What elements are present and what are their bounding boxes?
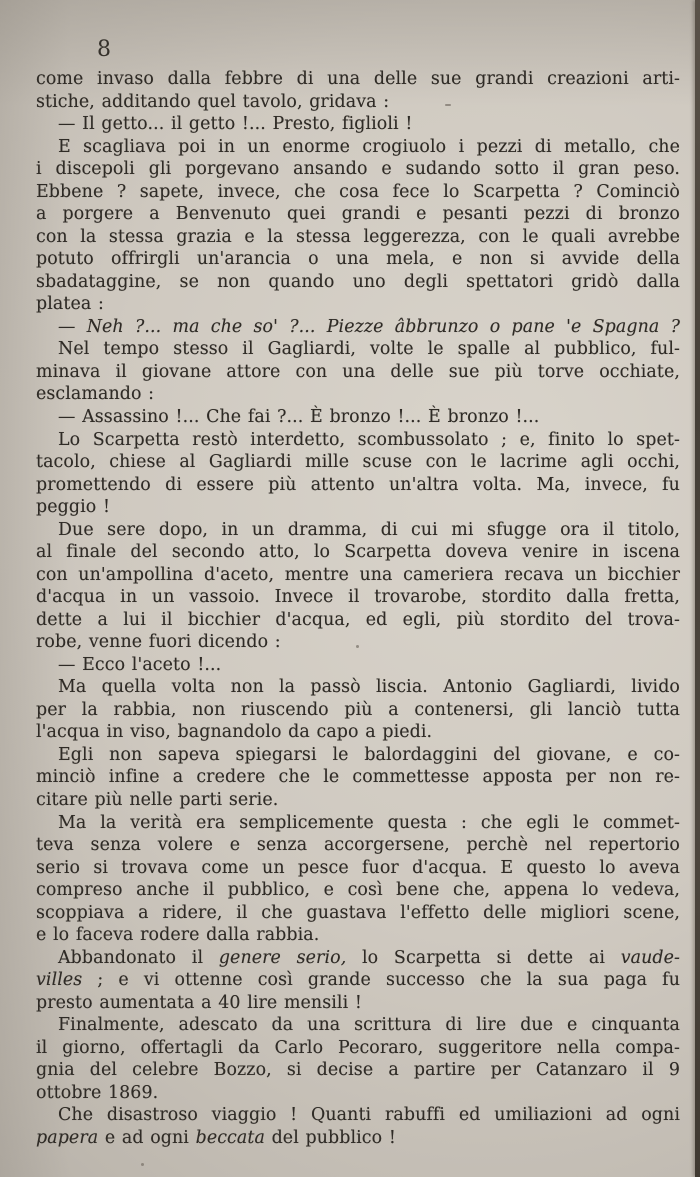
text-segment: l'acqua in viso, bagnandolo da capo a piedi. bbox=[36, 722, 433, 743]
text-line bbox=[36, 474, 680, 497]
text-line bbox=[36, 271, 680, 294]
text-segment: gnia del celebre Bozzo, si decise a partire per Catanzaro il 9 bbox=[36, 1060, 680, 1081]
text-segment: a porgere a Benvenuto quei grandi e pesanti pezzi di bronzo bbox=[36, 204, 680, 225]
text-line bbox=[36, 1082, 680, 1105]
text-segment: — Assassino !... Che fai ?... È bronzo !... È bronzo !... bbox=[58, 406, 540, 427]
text-line bbox=[36, 1127, 680, 1150]
text-segment: e ad ogni bbox=[98, 1127, 196, 1148]
italic-text-segment: vaude- bbox=[620, 947, 680, 968]
text-line bbox=[36, 631, 680, 654]
text-segment: stiche, additando quel tavolo, gridava : bbox=[36, 91, 390, 112]
text-line bbox=[36, 834, 680, 857]
text-segment: minava il giovane attore con una delle sue più torve occhiate, bbox=[36, 361, 680, 382]
text-segment: — Ecco l'aceto !... bbox=[58, 654, 222, 675]
text-segment: il giorno, offertagli da Carlo Pecoraro, suggeritore nella compa- bbox=[36, 1037, 680, 1058]
italic-text-segment: beccata bbox=[195, 1127, 265, 1148]
text-segment: peggio ! bbox=[36, 497, 111, 518]
text-segment: Nel tempo stesso il Gagliardi, volte le spalle al pubblico, ful- bbox=[58, 339, 680, 360]
text-segment: compreso anche il pubblico, e così bene che, appena lo vedeva, bbox=[36, 880, 680, 901]
text-segment: d'acqua in un vassoio. Invece il trovarobe, stordito dalla fretta, bbox=[36, 587, 680, 608]
text-segment: al finale del secondo atto, lo Scarpetta doveva venire in iscena bbox=[36, 542, 680, 563]
text-line bbox=[36, 969, 680, 992]
text-line bbox=[36, 586, 680, 609]
text-segment: sbadataggine, se non quando uno degli spettatori gridò dalla bbox=[36, 271, 680, 292]
text-line bbox=[36, 564, 680, 587]
italic-text-segment: — Neh ?... ma che so' ?... Piezze âbbrunzo o pane 'e Spagna ? bbox=[58, 316, 680, 337]
scan-edge-shadow bbox=[695, 0, 700, 1177]
text-segment: potuto offrirgli un'arancia o una mela, e non si avvide della bbox=[36, 249, 680, 270]
text-line bbox=[36, 136, 680, 159]
text-line bbox=[36, 541, 680, 564]
text-segment: serio si trovava come un pesce fuor d'acqua. E questo lo aveva bbox=[36, 857, 680, 878]
text-segment: lo Scarpetta si dette ai bbox=[346, 947, 621, 968]
text-segment: citare più nelle parti serie. bbox=[36, 790, 279, 810]
text-line bbox=[36, 406, 680, 429]
text-line bbox=[36, 181, 680, 204]
italic-text-segment: villes bbox=[36, 970, 83, 991]
text-line bbox=[36, 1059, 680, 1082]
italic-text-segment: genere serio, bbox=[218, 947, 347, 968]
text-line bbox=[36, 496, 680, 519]
scan-speck bbox=[356, 645, 359, 648]
text-line bbox=[36, 879, 680, 902]
text-segment: ottobre 1869. bbox=[36, 1082, 159, 1103]
text-segment: Ma la verità era semplicemente questa : che egli le commet- bbox=[58, 812, 680, 833]
text-line bbox=[36, 992, 680, 1015]
text-segment: teva senza volere e senza accorgersene, perchè nel repertorio bbox=[36, 835, 680, 856]
text-segment: del pubblico ! bbox=[264, 1127, 396, 1148]
text-segment: minciò infine a credere che le commettesse apposta per non re- bbox=[36, 767, 680, 788]
text-segment: i discepoli gli porgevano ansando e sudando sotto il gran peso. bbox=[36, 159, 680, 180]
text-line bbox=[36, 361, 680, 384]
text-segment: presto aumentata a 40 lire mensili ! bbox=[36, 992, 362, 1013]
text-segment: promettendo di essere più attento un'altra volta. Ma, invece, fu bbox=[36, 474, 680, 495]
text-segment: ; e vi ottenne così grande successo che la sua paga fu bbox=[82, 970, 680, 991]
text-segment: con un'ampollina d'aceto, mentre una cameriera recava un bicchier bbox=[36, 564, 680, 585]
text-line bbox=[36, 91, 680, 114]
text-line bbox=[36, 902, 680, 925]
scan-speck bbox=[141, 1163, 144, 1166]
text-segment: Ebbene ? sapete, invece, che cosa fece lo Scarpetta ? Cominciò bbox=[36, 181, 680, 202]
text-segment: tacolo, chiese al Gagliardi mille scuse con le lacrime agli occhi, bbox=[36, 452, 680, 473]
text-segment: scoppiava a ridere, il che guastava l'effetto delle migliori scene, bbox=[36, 902, 680, 923]
text-line bbox=[36, 744, 680, 767]
text-segment: e lo faceva rodere dalla rabbia. bbox=[36, 925, 320, 946]
text-line bbox=[36, 519, 680, 542]
text-segment: come invaso dalla febbre di una delle sue grandi creazioni arti- bbox=[36, 69, 680, 89]
text-line bbox=[36, 293, 680, 316]
text-segment: Abbandonato il bbox=[58, 947, 219, 968]
text-line bbox=[36, 226, 680, 249]
text-line bbox=[36, 113, 680, 136]
text-line bbox=[36, 654, 680, 677]
text-segment: Egli non sapeva spiegarsi le balordaggini del giovane, e co- bbox=[58, 744, 680, 765]
text-line bbox=[36, 1014, 680, 1037]
text-line bbox=[36, 947, 680, 970]
text-block bbox=[36, 68, 680, 1150]
text-line bbox=[36, 1037, 680, 1060]
text-line bbox=[36, 248, 680, 271]
text-line bbox=[36, 338, 680, 361]
text-line bbox=[36, 721, 680, 744]
text-segment: Finalmente, adescato da una scrittura di lire due e cinquanta bbox=[58, 1015, 680, 1036]
scan-speck bbox=[445, 104, 451, 106]
text-line bbox=[36, 676, 680, 699]
text-line bbox=[36, 1104, 680, 1127]
text-line bbox=[36, 68, 680, 91]
text-line bbox=[36, 789, 680, 812]
text-segment: dette a lui il bicchier d'acqua, ed egli, più stordito del trova- bbox=[36, 609, 680, 630]
text-segment: Lo Scarpetta restò interdetto, scombussolato ; e, finito lo spet- bbox=[58, 429, 680, 450]
text-segment: esclamando : bbox=[36, 384, 155, 405]
text-segment: robe, venne fuori dicendo : bbox=[36, 632, 281, 653]
text-segment: Due sere dopo, in un dramma, di cui mi sfugge ora il titolo, bbox=[58, 519, 680, 540]
text-line bbox=[36, 699, 680, 722]
text-line bbox=[36, 812, 680, 835]
text-segment: — Il getto... il getto !... Presto, figlioli ! bbox=[58, 114, 413, 135]
text-segment: per la rabbia, non riuscendo più a contenersi, gli lanciò tutta bbox=[36, 699, 680, 720]
page-number: 8 bbox=[97, 37, 111, 62]
text-segment: E scagliava poi in un enorme crogiuolo i pezzi di metallo, che bbox=[58, 136, 680, 157]
text-line bbox=[36, 451, 680, 474]
text-segment: con la stessa grazia e la stessa leggerezza, con le quali avrebbe bbox=[36, 226, 680, 247]
text-line bbox=[36, 316, 680, 339]
italic-text-segment: papera bbox=[36, 1127, 99, 1148]
text-line bbox=[36, 857, 680, 880]
text-segment: Che disastroso viaggio ! Quanti rabuffi ed umiliazioni ad ogni bbox=[58, 1105, 680, 1126]
text-line bbox=[36, 203, 680, 226]
text-line bbox=[36, 766, 680, 789]
text-segment: platea : bbox=[36, 294, 104, 315]
text-line bbox=[36, 609, 680, 632]
text-line bbox=[36, 924, 680, 947]
text-line bbox=[36, 429, 680, 452]
text-line bbox=[36, 383, 680, 406]
text-segment: Ma quella volta non la passò liscia. Antonio Gagliardi, livido bbox=[58, 677, 680, 698]
text-line bbox=[36, 158, 680, 181]
